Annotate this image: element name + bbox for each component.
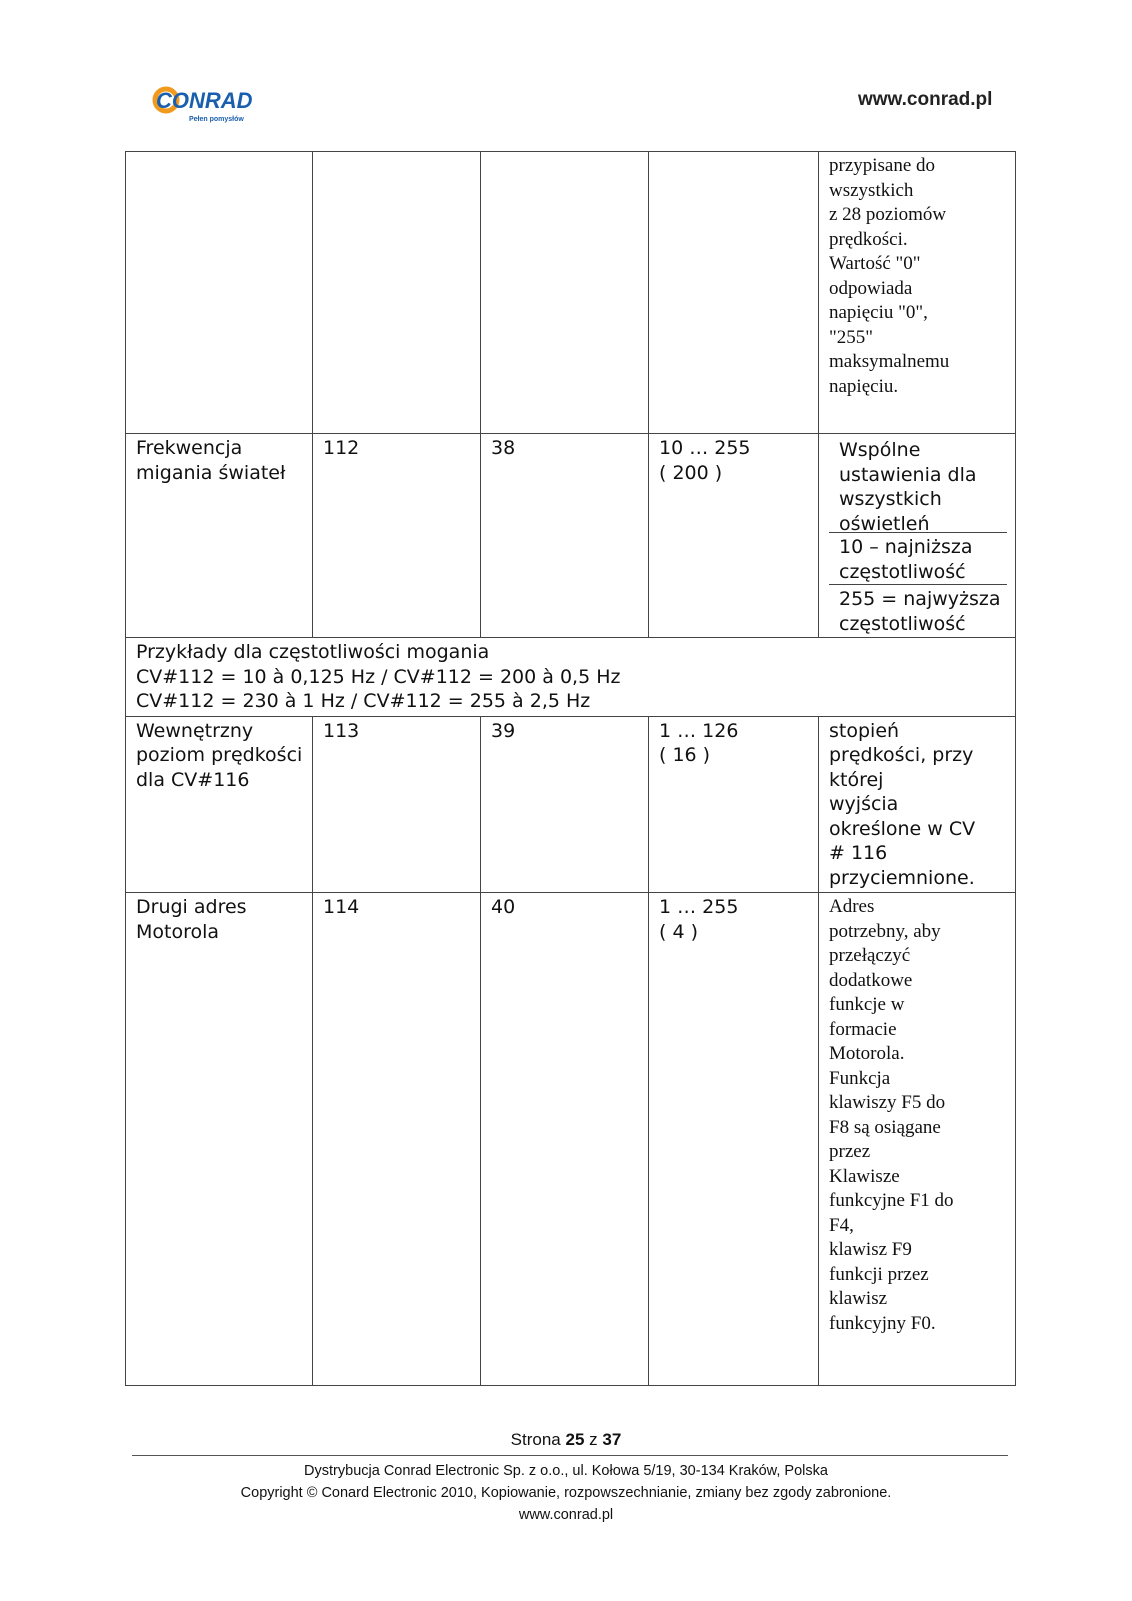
table-row	[126, 638, 1016, 717]
text-line: CV#112 = 10 à 0,125 Hz / CV#112 = 200 à 0,5 Hz	[136, 665, 621, 688]
cell-name	[126, 716, 313, 893]
page-label: Strona	[510, 1430, 561, 1449]
cell-register: 40	[481, 893, 649, 1386]
text-line: dla CV#116	[136, 768, 250, 791]
text-line: częstotliwość	[839, 612, 966, 635]
cell-name	[126, 434, 313, 638]
cell-cv: 112	[313, 434, 481, 638]
table-row	[126, 716, 1016, 893]
text-line: Wspólne	[839, 439, 921, 461]
text-line: poziom prędkości	[136, 744, 303, 766]
text-line: prędkości, przy	[829, 744, 974, 766]
text-line: napięciu.	[829, 375, 899, 397]
text-line: wyjścia	[829, 793, 899, 815]
cell-description	[819, 716, 1016, 893]
text-line: przypisane do	[829, 155, 936, 176]
text-line: Wartość "0"	[829, 253, 921, 274]
text-line: przez	[829, 1141, 871, 1162]
text-line: www.conrad.pl	[518, 1507, 614, 1523]
text-line: CV#112 = 230 à 1 Hz / CV#112 = 255 à 2,5 Hz	[136, 690, 591, 712]
cell-range	[649, 152, 819, 434]
table-row	[126, 152, 1016, 434]
text-line: funkcyjne F1 do	[829, 1190, 954, 1211]
text-line: stopień	[829, 719, 900, 742]
cell-name	[126, 893, 313, 1386]
text-line: Adres	[829, 896, 875, 917]
text-line: Wewnętrzny	[136, 719, 254, 742]
text-line: migania świateł	[136, 461, 286, 484]
text-line: prędkości.	[829, 228, 908, 250]
text-line: formacie	[829, 1018, 897, 1040]
header-url[interactable]: www.conrad.pl	[858, 89, 993, 110]
table-row	[126, 434, 1016, 638]
cell-register: 38	[481, 434, 649, 638]
text-line: Motorola	[136, 920, 220, 943]
description-part	[829, 436, 1007, 535]
text-line: Funkcja	[829, 1067, 891, 1089]
cell-description	[819, 434, 1016, 638]
text-line: z 28 poziomów	[829, 204, 947, 225]
text-line: 10 – najniższa	[839, 536, 973, 558]
text-line: Drugi adres	[136, 896, 247, 918]
text-line: ( 4 )	[659, 920, 698, 943]
conrad-logo	[152, 84, 272, 126]
text-line: # 116	[829, 842, 888, 864]
cell-register: 39	[481, 716, 649, 893]
cell-description	[819, 893, 1016, 1386]
text-line: klawisz	[829, 1288, 888, 1309]
text-line: ( 16 )	[659, 744, 711, 766]
page-total: 37	[602, 1430, 622, 1449]
page-separator: z	[589, 1430, 598, 1449]
cell-cv: 114	[313, 893, 481, 1386]
text-line: ustawienia dla	[839, 463, 977, 486]
description-part	[829, 532, 1007, 584]
text-line: klawiszy F5 do	[829, 1092, 946, 1113]
cell-range	[649, 716, 819, 893]
text-line: wszystkich	[829, 179, 914, 201]
text-line: odpowiada	[829, 277, 913, 299]
page-current: 25	[565, 1430, 585, 1449]
text-line: funkcji przez	[829, 1263, 929, 1285]
text-line: 1 … 255	[659, 896, 739, 918]
text-line: określone w CV	[829, 817, 976, 840]
text-line: Klawisze	[829, 1165, 900, 1187]
text-line: 1 … 126	[659, 719, 739, 742]
text-line: "255"	[829, 326, 874, 348]
table-row	[126, 893, 1016, 1386]
text-line: przełączyć	[829, 945, 911, 966]
text-line: ( 200 )	[659, 461, 723, 484]
svg-text:Pełen pomysłów: Pełen pomysłów	[189, 116, 244, 123]
cell-cv	[313, 152, 481, 434]
text-line: przyciemnione.	[829, 866, 975, 889]
text-line: 10 … 255	[659, 437, 751, 459]
text-line: częstotliwość	[839, 560, 966, 583]
text-line: funkcje w	[829, 994, 905, 1015]
text-line: F4,	[829, 1214, 854, 1236]
text-line: funkcyjny F0.	[829, 1312, 936, 1334]
text-line: 255 = najwyższa	[839, 588, 1001, 610]
text-line: Frekwencja	[136, 437, 243, 459]
cell-name	[126, 152, 313, 434]
text-line: Dystrybucja Conrad Electronic Sp. z o.o., ul. Kołowa 5/19, 30-134 Kraków, Polska	[304, 1463, 828, 1479]
cell-range	[649, 893, 819, 1386]
page-number	[0, 1430, 1132, 1450]
text-line: oświetleń	[839, 512, 930, 535]
text-line: F8 są osiągane	[829, 1116, 941, 1138]
cv-table	[125, 151, 1016, 1386]
text-line: Motorola.	[829, 1043, 905, 1064]
cell-description	[819, 152, 1016, 434]
description-part	[829, 584, 1007, 635]
cell-cv: 113	[313, 716, 481, 893]
text-line: Przykłady dla częstotliwości mogania	[136, 641, 490, 663]
text-line: dodatkowe	[829, 969, 913, 991]
text-line: wszystkich	[839, 488, 942, 510]
text-line: Copyright © Conard Electronic 2010, Kopiowanie, rozpowszechnianie, zmiany bez zgody zabronione.	[240, 1485, 892, 1501]
text-line: klawisz F9	[829, 1239, 912, 1260]
footer-text	[0, 1460, 1132, 1526]
cell-range	[649, 434, 819, 638]
text-line: napięciu "0",	[829, 302, 928, 323]
cell-examples	[126, 638, 1016, 717]
text-line: maksymalnemu	[829, 351, 950, 372]
cell-register	[481, 152, 649, 434]
text-line: potrzebny, aby	[829, 920, 941, 942]
footer-divider	[132, 1455, 1008, 1456]
text-line: której	[829, 768, 884, 791]
svg-text:CONRAD: CONRAD	[156, 88, 253, 113]
